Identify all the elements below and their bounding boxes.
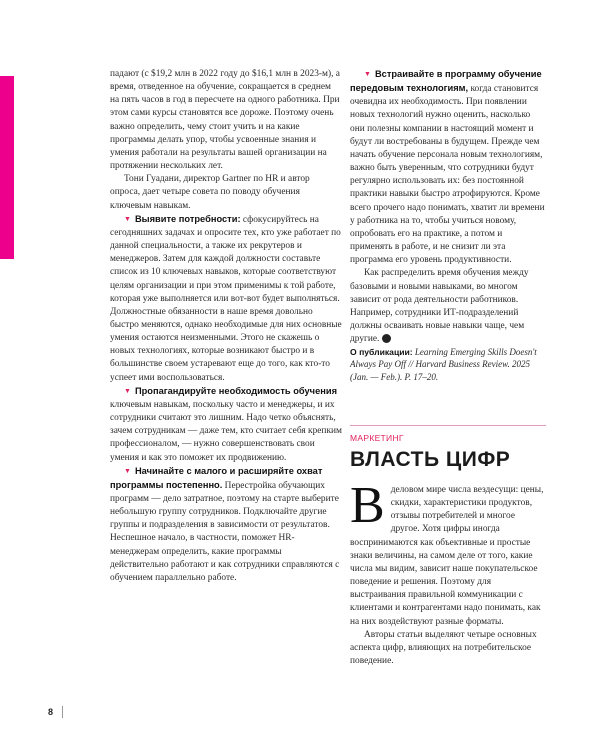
tip-1-text: сфокусируйтесь на сегодняшних задачах и опросите тех, кто уже работает по данной специальности, а также их рекрутеров и менеджеров. Затем для каждой должности составьте список из 10 ключевых навыков, которые соответствуют целям организации и при этом применимы к той работе, которая уже выполняется или вот-вот будет выполняться. Должностные обязанности в наше время довольно быстро меняются, однако необходимые для них основные умения остаются неизменными. Этого не скажешь о новых технологиях, которые возникают быстро и в большинстве своем устаревают еще до того, как кто-то успеет ими воспользоваться.	[110, 214, 342, 383]
tip-4-title: Встраивайте в программу обучение передовым технологиям,	[350, 69, 542, 94]
triangle-bullet-icon: ▼	[364, 70, 371, 78]
tip-2-title: Пропагандируйте необходимость обучения	[134, 385, 337, 396]
section-divider	[350, 425, 546, 426]
paragraph	[350, 267, 546, 346]
section-label: МАРКЕТИНГ	[350, 433, 404, 443]
tip-3-text: Перестройка обучающих программ — дело затратное, поэтому на старте выберите небольшую группу сотрудников. Подключайте другие группы и подразделения в зависимости от результатов. Неспешное начало, в частности, поможет HR-менеджерам определить, какие программы действительно работают и как сотрудники справляются с обучением параллельно работе.	[110, 480, 340, 583]
paragraph: Авторы статьи выделяют четыре основных аспекта цифр, влияющих на потребительское поведение.	[350, 629, 537, 667]
tip-4-text: когда становится очевидна их необходимость. При появлении новых технологий нужно оценить, насколько они полезны компании в настоящий момент и будут ли востребованы в будущем. Прежде чем начать обучение персонала новым технологиям, важно быть уверенным, что сотрудники будут регулярно использовать их: без постоянной практики навыки быстро атрофируются. Кроме всего прочего надо понимать, хватит ли времени у работника на то, чтобы учиться новому, опробовать его на практике, а потом и применять в работе, и не снизит ли эта программа его уровень продуктивности.	[350, 84, 545, 266]
left-column	[110, 68, 342, 585]
paragraph: Тони Гуадани, директор Gartner по HR и автор опроса, дает четыре совета по поводу обучения ключевым навыкам.	[110, 174, 310, 211]
final-paragraph-text: Как распределить время обучения между базовыми и новыми навыками, во многом зависит от рода деятельности работников. Например, сотрудники ИТ-подразделений должны осваивать новые навыки чаще, чем другие.	[350, 268, 529, 345]
paragraph: падают (с $19,2 млн в 2022 году до $16,1 млн в 2023-м), а время, отведенное на обучение, сокращается в среднем на пять часов в год в пересчете на одного работника. При этом сами курсы становятся все дороже. Поэтому очень важно определить, чему стоит учить и на какие программы делать упор, чтобы усвоенные знания и умения работали на результаты вашей организации на протяжении нескольких лет.	[110, 69, 340, 172]
source-note	[350, 346, 546, 383]
page-number: 8	[48, 707, 54, 717]
drop-cap: В	[350, 477, 385, 534]
accent-bar	[0, 76, 14, 259]
tip-4	[350, 68, 546, 267]
source-text: Learning Emerging Skills Doesn't Always Pay Off // Harvard Business Review. 2025 (Jan. — Feb.). P. 17–20.	[350, 347, 537, 382]
tip-1	[110, 213, 342, 385]
end-mark-icon: ✓	[382, 334, 391, 343]
tip-2	[110, 385, 342, 465]
source-label: О публикации:	[350, 347, 413, 358]
article-body	[350, 477, 546, 668]
folio-divider	[62, 706, 63, 718]
right-column	[350, 68, 546, 383]
tip-3	[110, 465, 342, 585]
article-lead	[350, 477, 546, 629]
article-lead-text: деловом мире числа вездесущи: цены, скидки, характеристики продуктов, отзывы потребителей и многое другое. Хотя цифры иногда воспринимаются как объективные и простые знаки величины, на самом деле от того, какие числа мы видим, зависит наше покупательское поведение и решения. Поэтому для выстраивания правильной коммуникации с клиентами и контрагентами надо понимать, как на них воздействуют разные форматы.	[350, 485, 544, 627]
tip-3-title: Начинайте с малого и расширяйте охват программы постепенно.	[110, 465, 323, 490]
article-title: ВЛАСТЬ ЦИФР	[350, 448, 511, 471]
tip-2-text: ключевым навыкам, поскольку часто и менеджеры, и их сотрудники считают это лишним. Надо четко объяснять, зачем сотрудникам — даже тем, кто считает себя крепким профессионалом, — нужно совершенствовать свои умения и как это поможет их продвижению.	[110, 399, 342, 463]
triangle-bullet-icon: ▼	[124, 386, 131, 395]
tip-1-title: Выявите потребности:	[134, 213, 241, 224]
triangle-bullet-icon: ▼	[124, 214, 131, 223]
triangle-bullet-icon: ▼	[124, 466, 131, 475]
